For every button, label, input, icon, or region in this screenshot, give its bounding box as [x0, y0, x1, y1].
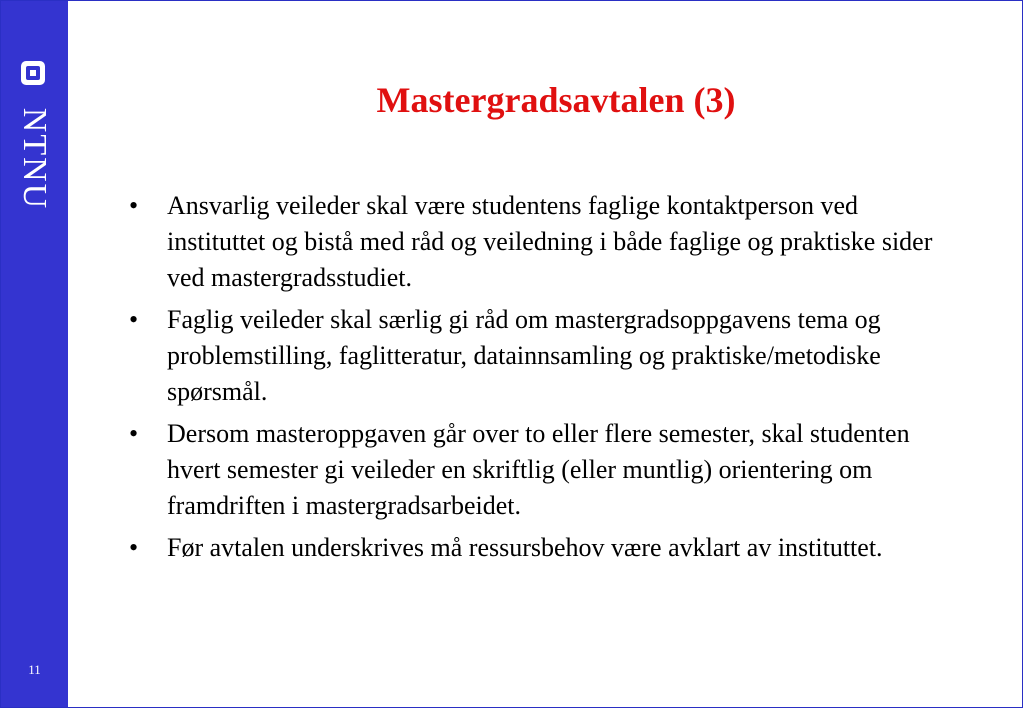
bullet-text: Dersom masteroppgaven går over to eller flere semester, skal studenten hvert semester gi veileder en skriftlig (eller muntlig) orientering om framdriften i mastergradsarbeidet. [167, 419, 910, 520]
bullet-marker: • [129, 191, 139, 220]
bullet-item [129, 530, 959, 566]
slide-title: Mastergradsavtalen (3) [376, 80, 736, 120]
bullet-item [129, 416, 959, 524]
sidebar [1, 1, 68, 707]
bullet-text: Før avtalen underskrives må ressursbehov være avklart av instituttet. [167, 533, 883, 562]
logo-text: NTNU [16, 107, 53, 211]
bullet-list [129, 188, 959, 572]
bullet-marker: • [129, 419, 139, 448]
ntnu-logo-icon [21, 61, 45, 85]
bullet-item [129, 302, 959, 410]
bullet-text: Ansvarlig veileder skal være studentens faglige kontaktperson ved instituttet og bistå med råd og veiledning i både faglige og praktiske sider ved mastergradsstudiet. [167, 191, 933, 292]
bullet-marker: • [129, 533, 139, 562]
bullet-item [129, 188, 959, 296]
page-number: 11 [28, 662, 41, 677]
bullet-marker: • [129, 305, 139, 334]
bullet-text: Faglig veileder skal særlig gi råd om mastergradsoppgavens tema og problemstilling, faglitteratur, datainnsamling og praktiske/metodiske spørsmål. [167, 305, 881, 406]
